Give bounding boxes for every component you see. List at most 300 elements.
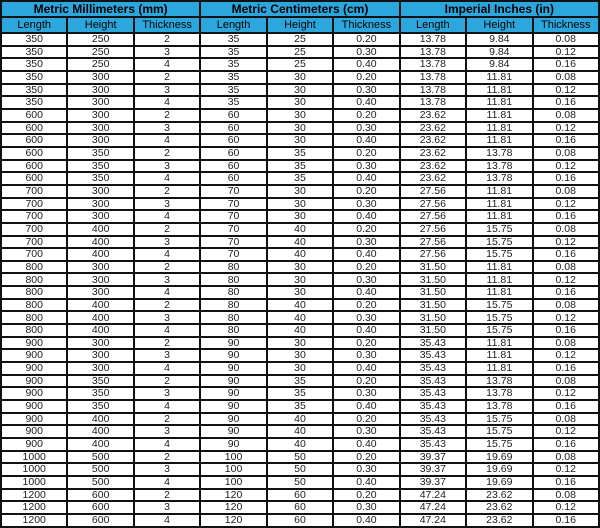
table-cell: 40 xyxy=(267,324,333,337)
table-cell: 11.81 xyxy=(466,349,532,362)
table-cell: 3 xyxy=(134,122,200,135)
table-cell: 500 xyxy=(67,463,133,476)
table-cell: 35.43 xyxy=(400,349,466,362)
table-cell: 13.78 xyxy=(400,84,466,97)
table-cell: 35.43 xyxy=(400,425,466,438)
table-cell: 3 xyxy=(134,425,200,438)
table-cell: 0.12 xyxy=(533,311,600,324)
table-cell: 30 xyxy=(267,185,333,198)
table-cell: 15.75 xyxy=(466,299,532,312)
table-cell: 0.16 xyxy=(533,286,600,299)
table-cell: 400 xyxy=(67,311,133,324)
table-cell: 13.78 xyxy=(466,387,532,400)
table-cell: 19.69 xyxy=(466,476,532,489)
table-row xyxy=(1,160,599,173)
table-row xyxy=(1,337,599,350)
table-cell: 0.40 xyxy=(333,96,399,109)
table-row xyxy=(1,286,599,299)
table-row xyxy=(1,261,599,274)
table-cell: 13.78 xyxy=(400,58,466,71)
table-cell: 27.56 xyxy=(400,223,466,236)
table-cell: 27.56 xyxy=(400,185,466,198)
table-cell: 300 xyxy=(67,349,133,362)
table-cell: 40 xyxy=(267,413,333,426)
table-cell: 31.50 xyxy=(400,311,466,324)
table-cell: 0.20 xyxy=(333,147,399,160)
table-cell: 0.20 xyxy=(333,299,399,312)
col-header-cm-length: Length xyxy=(200,17,266,33)
table-cell: 800 xyxy=(1,299,67,312)
table-cell: 4 xyxy=(134,286,200,299)
table-cell: 80 xyxy=(200,261,266,274)
table-cell: 0.16 xyxy=(533,58,600,71)
table-row xyxy=(1,299,599,312)
table-cell: 30 xyxy=(267,71,333,84)
col-header-cm-thickness: Thickness xyxy=(333,17,399,33)
table-cell: 13.78 xyxy=(466,375,532,388)
table-cell: 35 xyxy=(267,147,333,160)
table-cell: 0.12 xyxy=(533,84,600,97)
table-cell: 27.56 xyxy=(400,210,466,223)
table-cell: 0.12 xyxy=(533,122,600,135)
table-cell: 2 xyxy=(134,299,200,312)
table-cell: 0.16 xyxy=(533,324,600,337)
table-cell: 0.16 xyxy=(533,514,600,527)
table-cell: 15.75 xyxy=(466,248,532,261)
table-cell: 27.56 xyxy=(400,248,466,261)
table-cell: 30 xyxy=(267,261,333,274)
table-cell: 300 xyxy=(67,210,133,223)
table-cell: 0.20 xyxy=(333,261,399,274)
table-row xyxy=(1,122,599,135)
table-cell: 15.75 xyxy=(466,324,532,337)
table-cell: 300 xyxy=(67,261,133,274)
table-cell: 250 xyxy=(67,58,133,71)
table-cell: 0.12 xyxy=(533,198,600,211)
table-cell: 30 xyxy=(267,273,333,286)
table-cell: 90 xyxy=(200,349,266,362)
table-cell: 4 xyxy=(134,134,200,147)
table-cell: 0.16 xyxy=(533,210,600,223)
table-cell: 70 xyxy=(200,223,266,236)
table-cell: 70 xyxy=(200,248,266,261)
table-cell: 0.20 xyxy=(333,33,399,46)
table-cell: 4 xyxy=(134,438,200,451)
table-row xyxy=(1,451,599,464)
table-cell: 70 xyxy=(200,236,266,249)
table-cell: 0.20 xyxy=(333,451,399,464)
table-cell: 350 xyxy=(1,96,67,109)
table-cell: 350 xyxy=(67,160,133,173)
table-cell: 900 xyxy=(1,425,67,438)
table-cell: 0.20 xyxy=(333,413,399,426)
table-cell: 11.81 xyxy=(466,337,532,350)
table-cell: 0.20 xyxy=(333,223,399,236)
table-row xyxy=(1,185,599,198)
table-cell: 15.75 xyxy=(466,223,532,236)
table-cell: 13.78 xyxy=(400,96,466,109)
table-cell: 0.20 xyxy=(333,337,399,350)
col-header-mm-thickness: Thickness xyxy=(134,17,200,33)
table-cell: 80 xyxy=(200,273,266,286)
table-cell: 40 xyxy=(267,248,333,261)
table-cell: 600 xyxy=(1,160,67,173)
table-cell: 0.20 xyxy=(333,71,399,84)
table-cell: 700 xyxy=(1,223,67,236)
table-cell: 4 xyxy=(134,400,200,413)
table-cell: 30 xyxy=(267,337,333,350)
table-cell: 2 xyxy=(134,413,200,426)
table-cell: 4 xyxy=(134,324,200,337)
table-cell: 0.30 xyxy=(333,160,399,173)
table-cell: 700 xyxy=(1,248,67,261)
table-cell: 0.12 xyxy=(533,349,600,362)
table-cell: 350 xyxy=(1,71,67,84)
table-cell: 1200 xyxy=(1,514,67,527)
table-cell: 300 xyxy=(67,122,133,135)
table-cell: 0.12 xyxy=(533,236,600,249)
table-cell: 35.43 xyxy=(400,375,466,388)
table-cell: 11.81 xyxy=(466,362,532,375)
table-cell: 350 xyxy=(1,84,67,97)
table-cell: 0.30 xyxy=(333,425,399,438)
table-row xyxy=(1,501,599,514)
table-cell: 39.37 xyxy=(400,476,466,489)
table-cell: 100 xyxy=(200,476,266,489)
table-cell: 0.40 xyxy=(333,514,399,527)
table-row xyxy=(1,375,599,388)
table-row xyxy=(1,476,599,489)
table-cell: 0.30 xyxy=(333,46,399,59)
table-cell: 4 xyxy=(134,172,200,185)
table-cell: 400 xyxy=(67,425,133,438)
table-cell: 90 xyxy=(200,387,266,400)
table-cell: 0.16 xyxy=(533,438,600,451)
column-header-row xyxy=(1,17,599,33)
table-cell: 700 xyxy=(1,185,67,198)
table-cell: 500 xyxy=(67,451,133,464)
table-cell: 35.43 xyxy=(400,413,466,426)
table-cell: 600 xyxy=(67,501,133,514)
table-cell: 35 xyxy=(267,375,333,388)
table-cell: 0.40 xyxy=(333,248,399,261)
table-cell: 3 xyxy=(134,46,200,59)
table-cell: 0.16 xyxy=(533,134,600,147)
table-cell: 31.50 xyxy=(400,286,466,299)
table-cell: 15.75 xyxy=(466,438,532,451)
table-cell: 30 xyxy=(267,349,333,362)
table-cell: 40 xyxy=(267,425,333,438)
table-cell: 15.75 xyxy=(466,413,532,426)
table-cell: 4 xyxy=(134,210,200,223)
table-cell: 350 xyxy=(67,172,133,185)
table-cell: 90 xyxy=(200,413,266,426)
table-cell: 2 xyxy=(134,223,200,236)
table-cell: 60 xyxy=(267,489,333,502)
table-cell: 90 xyxy=(200,400,266,413)
table-cell: 250 xyxy=(67,46,133,59)
table-cell: 400 xyxy=(67,236,133,249)
table-cell: 600 xyxy=(1,147,67,160)
table-cell: 350 xyxy=(67,375,133,388)
table-cell: 70 xyxy=(200,210,266,223)
table-cell: 27.56 xyxy=(400,236,466,249)
table-cell: 40 xyxy=(267,299,333,312)
table-cell: 350 xyxy=(1,58,67,71)
table-cell: 0.40 xyxy=(333,400,399,413)
table-cell: 0.08 xyxy=(533,375,600,388)
table-cell: 900 xyxy=(1,400,67,413)
table-cell: 30 xyxy=(267,286,333,299)
table-cell: 0.12 xyxy=(533,463,600,476)
table-cell: 800 xyxy=(1,261,67,274)
table-cell: 35 xyxy=(200,96,266,109)
table-cell: 600 xyxy=(67,489,133,502)
table-cell: 1000 xyxy=(1,451,67,464)
table-cell: 0.30 xyxy=(333,463,399,476)
table-cell: 0.40 xyxy=(333,438,399,451)
table-cell: 2 xyxy=(134,71,200,84)
table-cell: 600 xyxy=(1,122,67,135)
table-cell: 2 xyxy=(134,375,200,388)
table-cell: 400 xyxy=(67,223,133,236)
col-header-in-height: Height xyxy=(466,17,532,33)
table-row xyxy=(1,210,599,223)
table-cell: 3 xyxy=(134,236,200,249)
table-cell: 30 xyxy=(267,134,333,147)
table-cell: 0.08 xyxy=(533,33,600,46)
table-cell: 0.20 xyxy=(333,185,399,198)
table-cell: 11.81 xyxy=(466,273,532,286)
table-cell: 0.30 xyxy=(333,501,399,514)
table-header xyxy=(1,1,599,33)
table-cell: 0.08 xyxy=(533,185,600,198)
table-cell: 39.37 xyxy=(400,451,466,464)
table-cell: 400 xyxy=(67,248,133,261)
table-cell: 47.24 xyxy=(400,514,466,527)
table-cell: 40 xyxy=(267,236,333,249)
table-cell: 11.81 xyxy=(466,71,532,84)
table-cell: 300 xyxy=(67,134,133,147)
table-cell: 30 xyxy=(267,109,333,122)
table-cell: 0.08 xyxy=(533,71,600,84)
table-cell: 35.43 xyxy=(400,400,466,413)
table-cell: 0.30 xyxy=(333,311,399,324)
table-cell: 23.62 xyxy=(400,122,466,135)
table-row xyxy=(1,463,599,476)
table-cell: 250 xyxy=(67,33,133,46)
table-cell: 1000 xyxy=(1,463,67,476)
table-cell: 350 xyxy=(67,400,133,413)
table-cell: 800 xyxy=(1,273,67,286)
table-cell: 50 xyxy=(267,463,333,476)
table-cell: 90 xyxy=(200,425,266,438)
table-cell: 2 xyxy=(134,109,200,122)
table-cell: 900 xyxy=(1,438,67,451)
table-cell: 100 xyxy=(200,463,266,476)
table-row xyxy=(1,248,599,261)
table-cell: 70 xyxy=(200,185,266,198)
table-cell: 0.40 xyxy=(333,58,399,71)
table-cell: 0.20 xyxy=(333,489,399,502)
table-cell: 30 xyxy=(267,84,333,97)
table-cell: 300 xyxy=(67,84,133,97)
table-cell: 0.16 xyxy=(533,362,600,375)
table-cell: 35 xyxy=(267,387,333,400)
table-row xyxy=(1,172,599,185)
table-cell: 400 xyxy=(67,438,133,451)
table-cell: 35 xyxy=(267,160,333,173)
table-row xyxy=(1,223,599,236)
section-title-metric-mm: Metric Millimeters (mm) xyxy=(1,1,200,17)
table-cell: 300 xyxy=(67,198,133,211)
table-cell: 300 xyxy=(67,273,133,286)
table-cell: 30 xyxy=(267,362,333,375)
table-row xyxy=(1,400,599,413)
table-cell: 900 xyxy=(1,375,67,388)
table-cell: 35 xyxy=(200,84,266,97)
table-cell: 2 xyxy=(134,261,200,274)
table-cell: 23.62 xyxy=(466,501,532,514)
table-cell: 0.08 xyxy=(533,489,600,502)
table-cell: 23.62 xyxy=(400,134,466,147)
table-cell: 35 xyxy=(200,46,266,59)
table-cell: 4 xyxy=(134,96,200,109)
table-cell: 60 xyxy=(200,134,266,147)
table-cell: 23.62 xyxy=(466,514,532,527)
table-cell: 0.40 xyxy=(333,134,399,147)
table-cell: 4 xyxy=(134,514,200,527)
table-cell: 35 xyxy=(200,58,266,71)
table-cell: 300 xyxy=(67,337,133,350)
table-cell: 25 xyxy=(267,58,333,71)
table-cell: 120 xyxy=(200,501,266,514)
table-cell: 30 xyxy=(267,122,333,135)
table-row xyxy=(1,33,599,46)
table-cell: 80 xyxy=(200,286,266,299)
table-cell: 0.08 xyxy=(533,261,600,274)
table-cell: 400 xyxy=(67,413,133,426)
table-cell: 0.40 xyxy=(333,324,399,337)
table-cell: 0.30 xyxy=(333,273,399,286)
table-cell: 3 xyxy=(134,311,200,324)
table-cell: 600 xyxy=(1,134,67,147)
table-cell: 35 xyxy=(200,33,266,46)
table-cell: 350 xyxy=(1,46,67,59)
table-cell: 90 xyxy=(200,375,266,388)
table-cell: 2 xyxy=(134,33,200,46)
table-cell: 11.81 xyxy=(466,185,532,198)
table-row xyxy=(1,273,599,286)
table-cell: 11.81 xyxy=(466,122,532,135)
table-cell: 19.69 xyxy=(466,463,532,476)
table-cell: 0.16 xyxy=(533,172,600,185)
table-cell: 13.78 xyxy=(400,46,466,59)
table-cell: 9.84 xyxy=(466,58,532,71)
table-cell: 90 xyxy=(200,438,266,451)
table-cell: 2 xyxy=(134,337,200,350)
table-cell: 15.75 xyxy=(466,311,532,324)
table-cell: 0.16 xyxy=(533,248,600,261)
table-cell: 1200 xyxy=(1,489,67,502)
table-cell: 0.16 xyxy=(533,476,600,489)
table-cell: 1200 xyxy=(1,501,67,514)
table-cell: 60 xyxy=(200,147,266,160)
table-cell: 0.08 xyxy=(533,451,600,464)
table-cell: 300 xyxy=(67,71,133,84)
table-cell: 0.16 xyxy=(533,96,600,109)
table-cell: 47.24 xyxy=(400,501,466,514)
table-cell: 900 xyxy=(1,337,67,350)
table-row xyxy=(1,514,599,527)
table-row xyxy=(1,46,599,59)
table-cell: 13.78 xyxy=(466,147,532,160)
section-title-row xyxy=(1,1,599,17)
table-cell: 3 xyxy=(134,273,200,286)
table-cell: 0.12 xyxy=(533,273,600,286)
table-cell: 70 xyxy=(200,198,266,211)
table-cell: 600 xyxy=(67,514,133,527)
table-cell: 40 xyxy=(267,223,333,236)
table-cell: 39.37 xyxy=(400,463,466,476)
table-cell: 300 xyxy=(67,362,133,375)
table-cell: 11.81 xyxy=(466,198,532,211)
table-cell: 350 xyxy=(1,33,67,46)
table-cell: 0.08 xyxy=(533,223,600,236)
table-row xyxy=(1,324,599,337)
table-cell: 31.50 xyxy=(400,299,466,312)
table-cell: 50 xyxy=(267,476,333,489)
table-cell: 700 xyxy=(1,198,67,211)
table-cell: 11.81 xyxy=(466,210,532,223)
table-cell: 27.56 xyxy=(400,198,466,211)
table-cell: 40 xyxy=(267,311,333,324)
table-cell: 9.84 xyxy=(466,46,532,59)
table-cell: 4 xyxy=(134,476,200,489)
table-cell: 500 xyxy=(67,476,133,489)
section-title-metric-cm: Metric Centimeters (cm) xyxy=(200,1,399,17)
table-body xyxy=(1,33,599,527)
col-header-cm-height: Height xyxy=(267,17,333,33)
table-cell: 23.62 xyxy=(400,172,466,185)
table-cell: 13.78 xyxy=(400,71,466,84)
table-cell: 9.84 xyxy=(466,33,532,46)
table-cell: 30 xyxy=(267,96,333,109)
table-cell: 0.08 xyxy=(533,109,600,122)
table-cell: 900 xyxy=(1,413,67,426)
table-cell: 3 xyxy=(134,387,200,400)
col-header-mm-length: Length xyxy=(1,17,67,33)
table-cell: 0.12 xyxy=(533,160,600,173)
table-cell: 0.40 xyxy=(333,286,399,299)
table-cell: 60 xyxy=(200,160,266,173)
table-cell: 900 xyxy=(1,362,67,375)
table-cell: 0.20 xyxy=(333,375,399,388)
table-cell: 2 xyxy=(134,185,200,198)
table-cell: 2 xyxy=(134,489,200,502)
table-cell: 31.50 xyxy=(400,261,466,274)
table-cell: 100 xyxy=(200,451,266,464)
table-row xyxy=(1,362,599,375)
table-cell: 300 xyxy=(67,109,133,122)
table-cell: 0.08 xyxy=(533,299,600,312)
table-row xyxy=(1,349,599,362)
table-cell: 11.81 xyxy=(466,84,532,97)
table-row xyxy=(1,425,599,438)
table-cell: 400 xyxy=(67,299,133,312)
table-row xyxy=(1,109,599,122)
table-cell: 35.43 xyxy=(400,337,466,350)
